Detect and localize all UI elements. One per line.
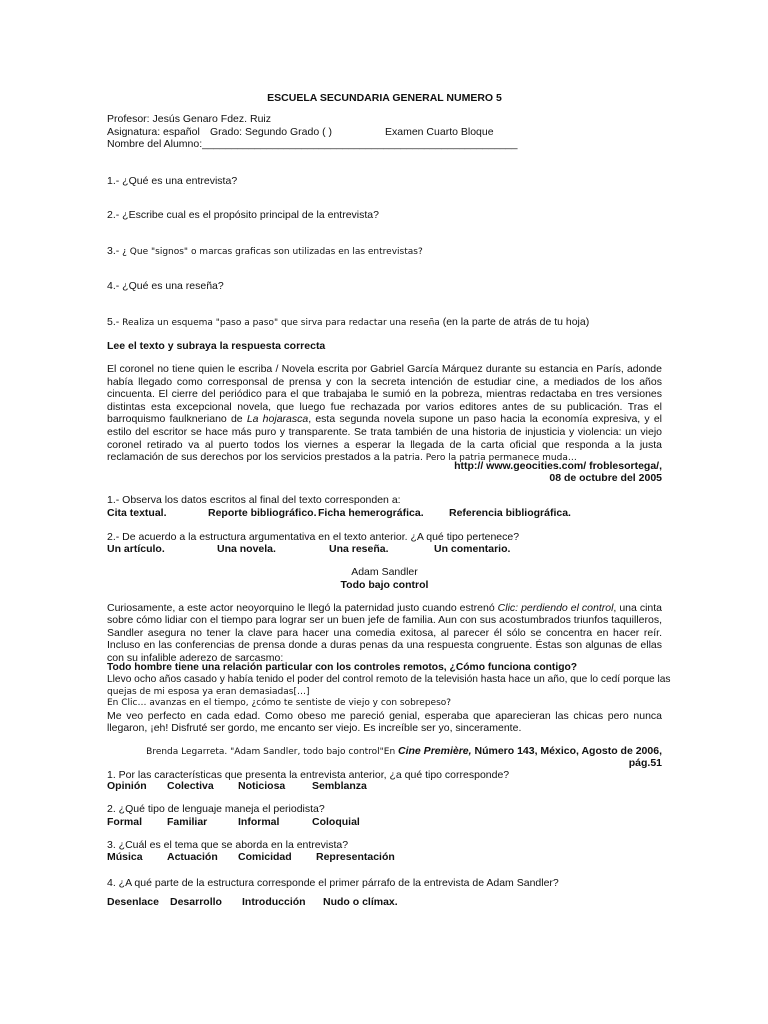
paragraph-1-text-a: El coronel no tiene quien le escriba / Novela escrita por Gabriel García Márquez durante su estancia en París, adonde había llegado como corresponsal de prensa y con la secreta intención de estudiar cine, a mediados de los años cincuenta. El cierre del periódico para el que trabajaba le sumió en la pobreza, mientras redactaba en tres versiones distintas esta excepcional novela, que luego fue rechazada por varios editores antes de su publicación. Tras el barroquismo faulkneriano de [107,363,662,426]
option-semblanza[interactable]: Semblanza [312,780,367,792]
paragraph-1-text-c: patria. Pero la patria permanece muda… [393,453,577,464]
page-title: ESCUELA SECUNDARIA GENERAL NUMERO 5 [267,92,502,104]
option-un-articulo[interactable]: Un artículo. [107,543,165,555]
option-reporte-bibliografico[interactable]: Reporte bibliográfico. [208,507,317,519]
reading-paragraph-1 [107,363,662,465]
option-introduccion[interactable]: Introducción [242,896,306,908]
examen-label: Examen Cuarto Bloque [385,126,494,138]
option-desarrollo[interactable]: Desarrollo [170,896,222,908]
section-2-question-2: 2. ¿Qué tipo de lenguaje maneja el periodista? [107,803,325,815]
source-url: http:// www.geocities.com/ froblesortega/, [454,460,662,472]
option-ficha-hemerografica[interactable]: Ficha hemerográfica. [318,507,424,519]
paragraph-1-text-b: , esta segunda novela supone un paso hacia la economía expresiva, y el estilo del escritor se hace más puro y transparente. Se trata también de una historia de injusticia y violencia: un viejo coronel retirado va al puerto todos los viernes a esperar la llegada de la carta oficial que responda a la justa reclamación de sus derechos por los servicios prestados a la [107,413,663,464]
option-actuacion[interactable]: Actuación [167,851,218,863]
source-date: 08 de octubre del 2005 [549,472,662,484]
option-familiar[interactable]: Familiar [167,816,208,828]
option-una-novela[interactable]: Una novela. [217,543,276,555]
section-2-question-1: 1. Por las características que presenta la entrevista anterior, ¿a qué tipo corresponde? [107,769,510,781]
option-noticiosa[interactable]: Noticiosa [238,780,286,792]
interview-question-1: Todo hombre tiene una relación particular con los controles remotos, ¿Cómo funciona contigo? [107,662,578,673]
interview-intro [107,602,662,664]
section-1-heading: Lee el texto y subraya la respuesta correcta [107,340,326,352]
grado-label: Grado: Segundo Grado ( ) [210,126,332,138]
option-nudo-o-climax[interactable]: Nudo o clímax. [323,896,398,908]
question-1: 1.- ¿Qué es una entrevista? [107,175,238,187]
option-colectiva[interactable]: Colectiva [167,780,214,792]
option-referencia-bibliografica[interactable]: Referencia bibliográfica. [449,507,571,519]
option-opinion[interactable]: Opinión [107,780,147,792]
option-comicidad[interactable]: Comicidad [238,851,292,863]
interview-answer-1: Llevo ocho años casado y había tenido el poder del control remoto de la televisión hasta hace un año, que lo cedí porque las [107,674,671,685]
question-3-text: ¿ Que "signos" o marcas graficas son utilizadas en las entrevistas? [122,247,423,257]
interview-answer-1-cont: quejas de mi esposa ya eran demasiadas[…] [107,687,310,697]
section-2-question-3: 3. ¿Cuál es el tema que se aborda en la entrevista? [107,839,349,851]
citation-text-b: Número 143, México, Agosto de 2006, [471,745,662,757]
paragraph-1-italic: La hojarasca [246,413,309,426]
question-5-note: (en la parte de atrás de tu hoja) [439,316,590,328]
option-informal[interactable]: Informal [238,816,280,828]
interview-author: Adam Sandler [351,566,418,578]
option-un-comentario[interactable]: Un comentario. [434,543,511,555]
section-2-question-4: 4. ¿A qué parte de la estructura corresponde el primer párrafo de la entrevista de Adam Sandler? [107,877,559,889]
option-coloquial[interactable]: Coloquial [312,816,360,828]
citation [107,745,662,757]
profesor-line: Profesor: Jesús Genaro Fdez. Ruiz [107,113,271,125]
interview-answer-2: Me veo perfecto en cada edad. Como obeso me pareció genial, esperaba que aparecieran las chicas pero nunca llegaron, ¡eh! Disfruté ser gordo, me encanto ser viejo. Es increíble ser yo, sinceramente. [107,710,662,735]
section-1-question-2: 2.- De acuerdo a la estructura argumentativa en el texto anterior. ¿A qué tipo pertenece? [107,531,520,543]
question-3 [107,245,423,257]
option-formal[interactable]: Formal [107,816,143,828]
intro-text-a: Curiosamente, a este actor neoyorquino le llegó la paternidad justo cuando estrenó [107,602,498,614]
question-3-number: 3.- [107,245,123,257]
question-4: 4.- ¿Qué es una reseña? [107,280,224,292]
interview-title: Todo bajo control [340,579,429,591]
citation-text-a: Brenda Legarreta. "Adam Sandler, todo bajo control"En [146,747,399,757]
citation-italic: Cine Première, [398,745,472,757]
option-una-resena[interactable]: Una reseña. [329,543,389,555]
option-desenlace[interactable]: Desenlace [107,896,159,908]
question-5-text: Realiza un esquema "paso a paso" que sirva para redactar una reseña [122,318,440,328]
citation-page: pág.51 [628,757,662,769]
option-cita-textual[interactable]: Cita textual. [107,507,167,519]
question-5-number: 5.- [107,316,123,328]
interview-question-2: En Clic… avanzas en el tiempo, ¿cómo te sentiste de viejo y con sobrepeso? [107,698,452,708]
intro-italic: Clic: perdiendo el control [497,602,614,614]
intro-text-b: , una cinta sobre cómo lidiar con el tiempo para lograr ser un buen jefe de familia. Aun con sus acostumbrados triunfos taquilleros, Sandler asegura no tener la clave para hacer una comedia exitosa, al parecer él sólo se concentra en hacer reír. Incluso en las conferencias de prensa donde a duras penas da una respuesta congruente. Éstas son algunas de ellas con su infalible aderezo de sarcasmo: [107,602,662,664]
option-musica[interactable]: Música [107,851,143,863]
section-1-question-1: 1.- Observa los datos escritos al final del texto corresponden a: [107,494,401,506]
nombre-field[interactable]: Nombre del Alumno:______________________________________________________ [107,138,518,150]
question-5 [107,316,589,328]
option-representacion[interactable]: Representación [316,851,395,863]
question-2: 2.- ¿Escribe cual es el propósito principal de la entrevista? [107,209,379,221]
asignatura-label: Asignatura: español [107,126,200,138]
